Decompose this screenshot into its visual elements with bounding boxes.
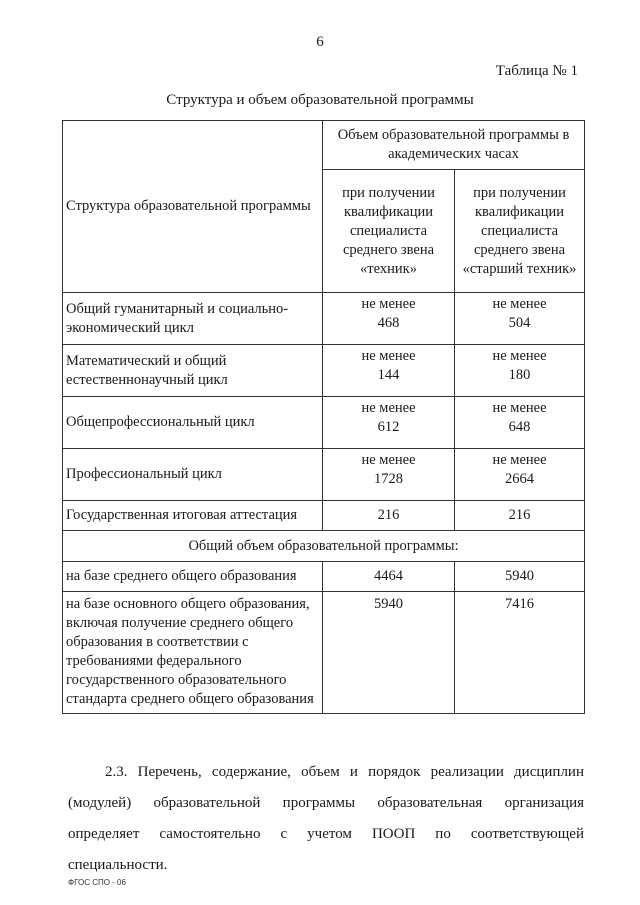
row-technician-value xyxy=(323,345,455,397)
header-volume: Объем образовательной программы в академических часах xyxy=(323,121,585,170)
value: 2664 xyxy=(505,471,534,487)
total-header-row xyxy=(63,531,585,562)
row-senior-value xyxy=(455,449,585,501)
structure-table xyxy=(62,120,585,714)
row-technician-value xyxy=(323,397,455,449)
total-technician-value: 4464 xyxy=(323,562,455,592)
value: 144 xyxy=(377,367,400,383)
total-senior-value: 7416 xyxy=(455,592,585,714)
min-label: не менее xyxy=(361,452,416,468)
value: 1728 xyxy=(374,471,403,487)
row-technician-value: 216 xyxy=(323,501,455,531)
total-name: на базе основного общего образования, включая получение среднего общего образования в соответствии с требованиями федерального государственного образовательного стандарта среднего общего образования xyxy=(63,592,323,714)
table-row xyxy=(63,562,585,592)
header-structure: Структура образовательной программы xyxy=(63,121,323,293)
min-label: не менее xyxy=(492,348,547,364)
row-technician-value xyxy=(323,293,455,345)
row-senior-value xyxy=(455,345,585,397)
row-senior-value: 216 xyxy=(455,501,585,531)
value: 468 xyxy=(377,315,400,331)
table-row xyxy=(63,449,585,501)
row-name: Государственная итоговая аттестация xyxy=(63,501,323,531)
total-name: на базе среднего общего образования xyxy=(63,562,323,592)
footer-code: ФГОС СПО - 06 xyxy=(68,878,126,887)
page-number: 6 xyxy=(316,34,324,50)
header-senior: при получении квалификации специалиста среднего звена «старший техник» xyxy=(455,170,585,293)
row-senior-value xyxy=(455,397,585,449)
total-technician-value: 5940 xyxy=(323,592,455,714)
table-header-row xyxy=(63,121,585,170)
min-label: не менее xyxy=(492,296,547,312)
min-label: не менее xyxy=(361,348,416,364)
body-paragraph: 2.3. Перечень, содержание, объем и порядок реализации дисциплин (модулей) образовательной программы образовательная организация определяет самостоятельно с учетом ПООП по соответствующей специальности. xyxy=(68,764,584,873)
row-name: Профессиональный цикл xyxy=(63,449,323,501)
table-row xyxy=(63,397,585,449)
row-name: Общий гуманитарный и социально-экономический цикл xyxy=(63,293,323,345)
value: 180 xyxy=(508,367,531,383)
table-row xyxy=(63,345,585,397)
row-name: Математический и общий естественнонаучный цикл xyxy=(63,345,323,397)
row-technician-value xyxy=(323,449,455,501)
total-header: Общий объем образовательной программы: xyxy=(63,531,585,562)
min-label: не менее xyxy=(361,296,416,312)
row-senior-value xyxy=(455,293,585,345)
header-technician: при получении квалификации специалиста среднего звена «техник» xyxy=(323,170,455,293)
table-row xyxy=(63,293,585,345)
min-label: не менее xyxy=(361,400,416,416)
min-label: не менее xyxy=(492,452,547,468)
min-label: не менее xyxy=(492,400,547,416)
value: 504 xyxy=(508,315,531,331)
table-row xyxy=(63,592,585,714)
value: 612 xyxy=(377,419,400,435)
table-row xyxy=(63,501,585,531)
total-senior-value: 5940 xyxy=(455,562,585,592)
row-name: Общепрофессиональный цикл xyxy=(63,397,323,449)
table-title: Структура и объем образовательной программы xyxy=(166,92,474,108)
table-caption: Таблица № 1 xyxy=(495,63,578,79)
value: 648 xyxy=(508,419,531,435)
